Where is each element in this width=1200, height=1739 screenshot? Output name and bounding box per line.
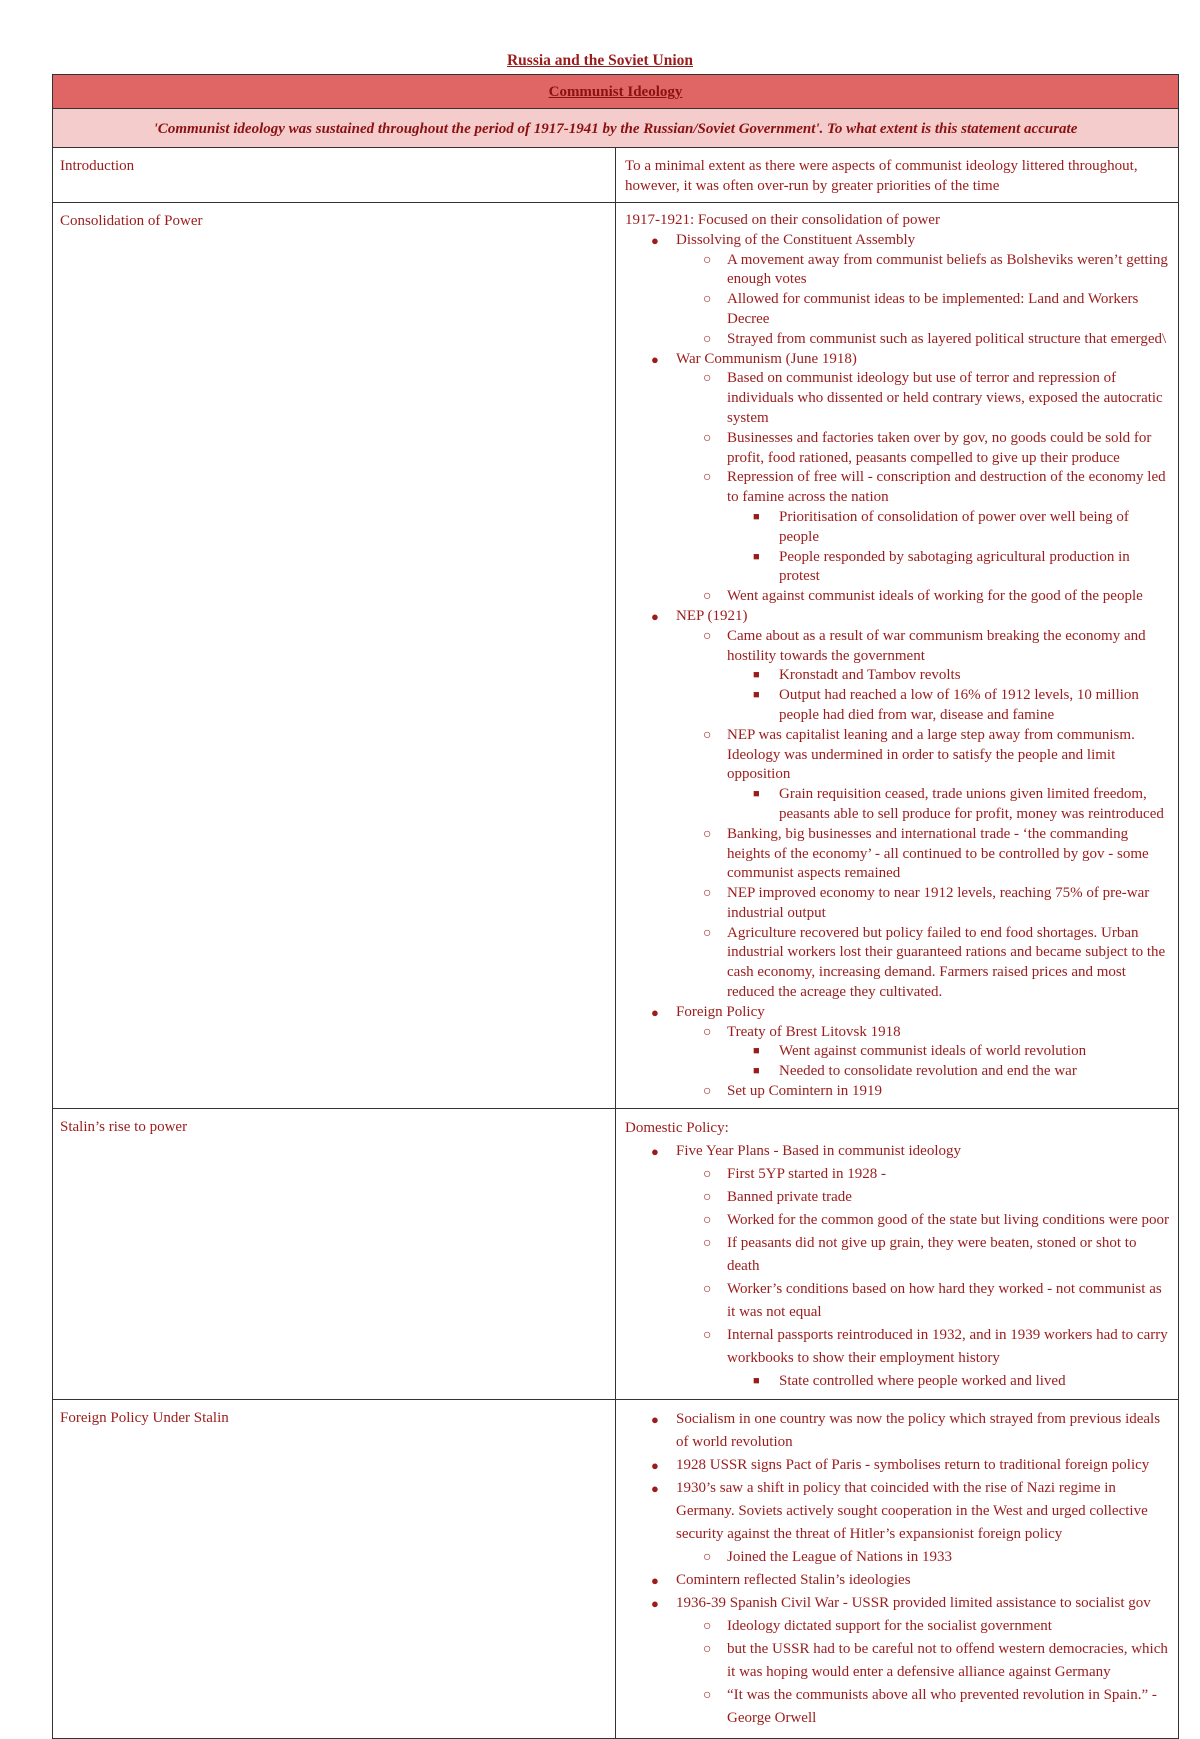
list-item bbox=[625, 290, 1170, 330]
bullet-icon: ○ bbox=[703, 727, 712, 743]
stalin-rise-content bbox=[616, 1108, 1179, 1399]
bullet-icon: ○ bbox=[703, 1235, 712, 1251]
list-item bbox=[625, 607, 1170, 627]
list-item bbox=[625, 330, 1170, 350]
bullet-icon: ● bbox=[651, 1457, 659, 1473]
list-item-text: State controlled where people worked and lived bbox=[779, 1372, 1066, 1389]
list-item bbox=[625, 548, 1170, 588]
bullet-icon: ■ bbox=[753, 669, 760, 682]
list-item bbox=[625, 1477, 1170, 1546]
foreign-policy-content bbox=[616, 1399, 1179, 1738]
section-lead-text: 1917-1921: Focused on their consolidation of power bbox=[625, 212, 940, 228]
list-item bbox=[625, 924, 1170, 1003]
bullet-icon: ● bbox=[651, 1143, 659, 1159]
list-item-text: Prioritisation of consolidation of power over well being of people bbox=[779, 508, 1129, 545]
list-item bbox=[625, 1592, 1170, 1615]
bullet-list-level-3 bbox=[625, 666, 1170, 725]
nested-list-container bbox=[625, 1615, 1170, 1730]
list-item-text: Strayed from communist such as layered political structure that emerged\ bbox=[727, 330, 1167, 347]
bullet-list-level-2 bbox=[625, 1615, 1170, 1730]
list-item-text: 1930’s saw a shift in policy that coincided with the rise of Nazi regime in Germany. Soviets actively sought cooperation in the West and urged collective security against the threat of Hitler’s expansionist foreign policy bbox=[676, 1479, 1148, 1542]
table-row bbox=[53, 1399, 1179, 1738]
bullet-list-level-1 bbox=[625, 1408, 1170, 1730]
list-item-text: Set up Comintern in 1919 bbox=[727, 1083, 882, 1100]
nested-list-container bbox=[625, 251, 1170, 350]
notes-table bbox=[52, 74, 1179, 1739]
list-item bbox=[625, 231, 1170, 251]
list-item-text: Allowed for communist ideas to be implemented: Land and Workers Decree bbox=[727, 291, 1139, 327]
list-item-text: Businesses and factories taken over by gov, no goods could be sold for profit, food rationed, peasants compelled to give up their produce bbox=[727, 429, 1152, 466]
bullet-icon: ■ bbox=[753, 1065, 760, 1078]
list-item-text: NEP (1921) bbox=[676, 607, 748, 624]
list-item bbox=[625, 1684, 1170, 1730]
bullet-icon: ○ bbox=[703, 470, 712, 486]
document-title: Russia and the Soviet Union bbox=[506, 52, 694, 69]
row-label-foreign-policy: Foreign Policy Under Stalin bbox=[53, 1399, 616, 1738]
table-row bbox=[53, 203, 1179, 1109]
list-item-text: Socialism in one country was now the policy which strayed from previous ideals of world revolution bbox=[676, 1410, 1161, 1450]
bullet-icon: ○ bbox=[703, 1618, 712, 1634]
nested-list-container bbox=[625, 1023, 1170, 1102]
list-item bbox=[625, 1042, 1170, 1062]
list-item-text: Came about as a result of war communism breaking the economy and hostility towards the government bbox=[727, 627, 1146, 664]
list-item bbox=[625, 1569, 1170, 1592]
section-lead-text: Domestic Policy: bbox=[625, 1119, 729, 1136]
bullet-icon: ● bbox=[651, 232, 659, 248]
list-item bbox=[625, 369, 1170, 428]
list-item bbox=[625, 1324, 1170, 1370]
bullet-icon: ○ bbox=[703, 1084, 712, 1100]
bullet-list-level-3 bbox=[625, 1042, 1170, 1082]
list-item-text: Agriculture recovered but policy failed to end food shortages. Urban industrial workers lost their guaranteed rations and became subject to the cash economy, increasing demand. Farmers raised prices and most reduced the acreage they cultivated. bbox=[727, 924, 1166, 1001]
list-item-text: Repression of free will - conscription and destruction of the economy led to famine across the nation bbox=[727, 469, 1166, 506]
list-item-text: First 5YP started in 1928 - bbox=[727, 1165, 887, 1182]
list-item bbox=[625, 508, 1170, 548]
section-header: Communist Ideology bbox=[53, 75, 1179, 109]
bullet-icon: ○ bbox=[703, 430, 712, 446]
list-item-text: NEP was capitalist leaning and a large step away from communism. Ideology was undermined in order to satisfy the people and limit opposition bbox=[727, 726, 1135, 783]
nested-list-container bbox=[625, 1163, 1170, 1393]
bullet-list-level-2 bbox=[625, 1163, 1170, 1393]
bullet-icon: ○ bbox=[703, 628, 712, 644]
nested-list-container bbox=[625, 785, 1170, 825]
bullet-icon: ○ bbox=[703, 1549, 712, 1565]
bullet-icon: ● bbox=[651, 1572, 659, 1588]
list-item-text: Banking, big businesses and international trade - ‘the commanding heights of the economy’ - all continued to be controlled by gov - some communist aspects remained bbox=[727, 825, 1149, 882]
list-item bbox=[625, 1278, 1170, 1324]
bullet-icon: ■ bbox=[753, 510, 760, 523]
row-label-introduction: Introduction bbox=[53, 148, 616, 203]
list-item bbox=[625, 1454, 1170, 1477]
bullet-icon: ○ bbox=[703, 1687, 712, 1703]
list-item bbox=[625, 1209, 1170, 1232]
list-item-text: Internal passports reintroduced in 1932, and in 1939 workers had to carry workbooks to show their employment history bbox=[727, 1326, 1168, 1366]
bullet-icon: ○ bbox=[703, 252, 712, 268]
bullet-icon: ○ bbox=[703, 1166, 712, 1182]
list-item-text: Kronstadt and Tambov revolts bbox=[779, 667, 961, 684]
bullet-icon: ■ bbox=[753, 1045, 760, 1058]
row-label-consolidation: Consolidation of Power bbox=[53, 203, 616, 1109]
list-item bbox=[625, 1186, 1170, 1209]
bullet-icon: ○ bbox=[703, 886, 712, 902]
bullet-list-level-2 bbox=[625, 369, 1170, 607]
list-item bbox=[625, 884, 1170, 924]
list-item-text: Foreign Policy bbox=[676, 1003, 765, 1020]
bullet-icon: ○ bbox=[703, 1212, 712, 1228]
bullet-icon: ● bbox=[651, 1004, 659, 1020]
list-item-text: Output had reached a low of 16% of 1912 levels, 10 million people had died from war, disease and famine bbox=[779, 687, 1139, 723]
list-item-text: Joined the League of Nations in 1933 bbox=[727, 1548, 952, 1565]
bullet-icon: ○ bbox=[703, 1327, 712, 1343]
bullet-list-level-3 bbox=[625, 785, 1170, 825]
list-item bbox=[625, 1232, 1170, 1278]
list-item-text: Grain requisition ceased, trade unions given limited freedom, peasants able to sell produce for profit, money was reintroduced bbox=[779, 786, 1164, 822]
bullet-icon: ○ bbox=[703, 925, 712, 941]
list-item-text: People responded by sabotaging agricultural production in protest bbox=[779, 548, 1130, 585]
bullet-icon: ○ bbox=[703, 331, 712, 347]
bullet-icon: ○ bbox=[703, 1189, 712, 1205]
list-item bbox=[625, 686, 1170, 726]
bullet-icon: ○ bbox=[703, 1024, 712, 1040]
list-item bbox=[625, 587, 1170, 607]
list-item bbox=[625, 350, 1170, 370]
bullet-icon: ○ bbox=[703, 1281, 712, 1297]
list-item bbox=[625, 1023, 1170, 1043]
bullet-icon: ● bbox=[651, 1480, 659, 1496]
list-item-text: Based on communist ideology but use of terror and repression of individuals who dissented or held contrary views, exposed the autocratic system bbox=[727, 370, 1163, 426]
list-item bbox=[625, 785, 1170, 825]
bullet-list-level-1 bbox=[625, 1140, 1170, 1393]
list-item-text: Treaty of Brest Litovsk 1918 bbox=[727, 1023, 901, 1040]
nested-list-container bbox=[625, 1546, 1170, 1569]
table-row bbox=[53, 148, 1179, 203]
row-label-stalin-rise: Stalin’s rise to power bbox=[53, 1108, 616, 1399]
nested-list-container bbox=[625, 508, 1170, 587]
list-item-text: Went against communist ideals of working for the good of the people bbox=[727, 588, 1143, 605]
bullet-icon: ○ bbox=[703, 371, 712, 387]
list-item-text: Worked for the common good of the state but living conditions were poor bbox=[727, 1211, 1170, 1228]
list-item bbox=[625, 825, 1170, 884]
list-item-text: 1936-39 Spanish Civil War - USSR provided limited assistance to socialist gov bbox=[676, 1594, 1151, 1611]
bullet-list-level-1 bbox=[625, 231, 1170, 1102]
bullet-icon: ● bbox=[651, 351, 659, 367]
bullet-icon: ■ bbox=[753, 1374, 760, 1387]
bullet-icon: ■ bbox=[753, 788, 760, 801]
list-item-text: A movement away from communist beliefs as Bolsheviks weren’t getting enough votes bbox=[727, 251, 1168, 288]
bullet-list-level-3 bbox=[625, 1370, 1170, 1393]
list-item-text: War Communism (June 1918) bbox=[676, 350, 857, 367]
list-item-text: Worker’s conditions based on how hard they worked - not communist as it was not equal bbox=[727, 1280, 1162, 1320]
consolidation-content bbox=[616, 203, 1179, 1109]
list-item bbox=[625, 1163, 1170, 1186]
list-item bbox=[625, 1615, 1170, 1638]
list-item bbox=[625, 1140, 1170, 1163]
nested-list-container bbox=[625, 627, 1170, 1003]
list-item bbox=[625, 1638, 1170, 1684]
bullet-list-level-3 bbox=[625, 508, 1170, 587]
bullet-list-level-2 bbox=[625, 251, 1170, 350]
nested-list-container bbox=[625, 369, 1170, 607]
list-item bbox=[625, 251, 1170, 291]
bullet-icon: ○ bbox=[703, 1641, 712, 1657]
bullet-list-level-2 bbox=[625, 1546, 1170, 1569]
bullet-icon: ● bbox=[651, 1411, 659, 1427]
bullet-icon: ● bbox=[651, 608, 659, 624]
list-item bbox=[625, 1370, 1170, 1393]
bullet-icon: ○ bbox=[703, 826, 712, 842]
bullet-list-level-2 bbox=[625, 1023, 1170, 1102]
bullet-list-level-2 bbox=[625, 627, 1170, 1003]
list-item bbox=[625, 468, 1170, 508]
introduction-text: To a minimal extent as there were aspects of communist ideology littered throughout, however, it was often over-run by greater priorities of the time bbox=[616, 148, 1179, 203]
table-row bbox=[53, 1108, 1179, 1399]
list-item bbox=[625, 1003, 1170, 1023]
nested-list-container bbox=[625, 666, 1170, 725]
list-item bbox=[625, 627, 1170, 667]
bullet-icon: ■ bbox=[753, 689, 760, 702]
list-item bbox=[625, 1082, 1170, 1102]
list-item-text: Comintern reflected Stalin’s ideologies bbox=[676, 1571, 911, 1588]
list-item-text: Five Year Plans - Based in communist ideology bbox=[676, 1142, 961, 1159]
essay-question: 'Communist ideology was sustained throughout the period of 1917-1941 by the Russian/Soviet Government'. To what extent is this statement accurate bbox=[53, 109, 1179, 148]
list-item-text: 1928 USSR signs Pact of Paris - symbolises return to traditional foreign policy bbox=[676, 1456, 1150, 1473]
nested-list-container bbox=[625, 1370, 1170, 1393]
list-item-text: “It was the communists above all who prevented revolution in Spain.” - George Orwell bbox=[727, 1686, 1157, 1726]
bullet-icon: ● bbox=[651, 1595, 659, 1611]
list-item bbox=[625, 666, 1170, 686]
list-item-text: Needed to consolidate revolution and end the war bbox=[779, 1063, 1077, 1080]
list-item bbox=[625, 1408, 1170, 1454]
list-item-text: Ideology dictated support for the socialist government bbox=[727, 1617, 1052, 1634]
list-item-text: Went against communist ideals of world revolution bbox=[779, 1043, 1087, 1060]
list-item bbox=[625, 429, 1170, 469]
bullet-icon: ○ bbox=[703, 589, 712, 605]
list-item-text: but the USSR had to be careful not to offend western democracies, which it was hoping would enter a defensive alliance against Germany bbox=[727, 1640, 1168, 1680]
list-item bbox=[625, 1062, 1170, 1082]
bullet-icon: ■ bbox=[753, 550, 760, 563]
list-item-text: Dissolving of the Constituent Assembly bbox=[676, 231, 916, 248]
list-item-text: Banned private trade bbox=[727, 1188, 852, 1205]
list-item-text: NEP improved economy to near 1912 levels, reaching 75% of pre-war industrial output bbox=[727, 885, 1150, 921]
question-row bbox=[53, 109, 1179, 148]
header-row bbox=[53, 75, 1179, 109]
nested-list-container bbox=[625, 1042, 1170, 1082]
list-item-text: If peasants did not give up grain, they were beaten, stoned or shot to death bbox=[727, 1234, 1137, 1274]
list-item bbox=[625, 726, 1170, 785]
bullet-icon: ○ bbox=[703, 292, 712, 308]
list-item bbox=[625, 1546, 1170, 1569]
